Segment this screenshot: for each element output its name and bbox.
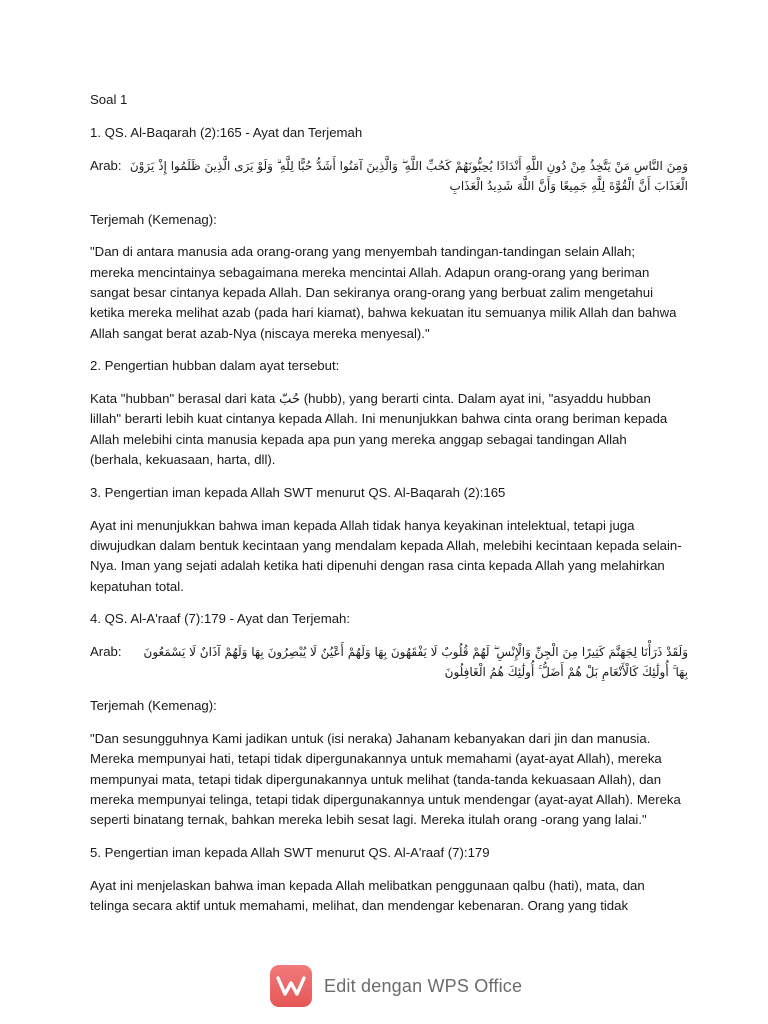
heading-5: 5. Pengertian iman kepada Allah SWT menurut QS. Al-A'raaf (7):179 [90,844,490,860]
arab-block-1 [90,156,688,196]
terjemah-label-2: Terjemah (Kemenag): [90,698,217,714]
translation-2: "Dan sesungguhnya Kami jadikan untuk (isi neraka) Jahanam kebanyakan dari jin dan manusia. Mereka mempunyai hati, tetapi tidak dipergunakannya untuk memahami (ayat-ayat Allah), mereka mempunyai mata, tetapi tidak dipergunakannya untuk melihat (tanda-tanda kekuasaan Allah), dan mereka mempunyai telinga, tetapi tidak dipergunakannya untuk mendengar (ayat-ayat Allah). Mereka seperti binatang ternak, bahkan mereka lebih sesat lagi. Mereka itulah orang -orang yang lalai." [90,730,681,828]
paragraph-2: Kata "hubban" berasal dari kata حُبّ (hubb), yang berarti cinta. Dalam ayat ini, "asyaddu hubban lillah" berarti lebih kuat cintanya kepada Allah. Ini menunjukkan bahwa cinta orang beriman kepada Allah melebihi cinta manusia kepada apa pun yang mereka anggap sebagai tandingan Allah (berhala, kekuasaan, harta, dll). [90,391,668,468]
paragraph-3: Ayat ini menunjukkan bahwa iman kepada Allah tidak hanya keyakinan intelektual, tetapi juga diwujudkan dalam bentuk kecintaan yang mendalam kepada Allah, melebihi kecintaan kepada selain-Nya. Iman yang sejati adalah ketika hati dipenuhi dengan rasa cinta kepada Allah yang melahirkan kepatuhan total. [90,517,682,594]
heading-1: 1. QS. Al-Baqarah (2):165 - Ayat dan Terjemah [90,124,363,140]
arab-label: Arab: [90,644,122,660]
terjemah-label-1: Terjemah (Kemenag): [90,211,217,227]
arab-label: Arab: [90,157,122,173]
paragraph-5: Ayat ini menjelaskan bahwa iman kepada Allah melibatkan penggunaan qalbu (hati), mata, dan telinga secara aktif untuk memahami, melihat, dan mendengar kebenaran. Orang yang tidak [90,877,645,914]
arabic-verse-1: وَمِنَ النَّاسِ مَنْ يَتَّخِذُ مِنْ دُونِ اللَّهِ أَنْدَادًا يُحِبُّونَهُمْ كَحُبِّ اللَّهِ ۖ وَالَّذِينَ آمَنُوا أَشَدُّ حُبًّا لِلَّهِ ۗ وَلَوْ يَرَى الَّذِينَ ظَلَمُوا إِذْ يَرَوْنَ الْعَذَابَ أَنَّ الْقُوَّةَ لِلَّهِ جَمِيعًا وَأَنَّ اللَّهَ شَدِيدُ الْعَذَابِ [129,158,688,193]
doc-title: Soal 1 [90,92,128,107]
arabic-verse-2: وَلَقَدْ ذَرَأْنَا لِجَهَنَّمَ كَثِيرًا مِنَ الْجِنِّ وَالْإِنْسِ ۖ لَهُمْ قُلُوبٌ لَا يَفْقَهُونَ بِهَا وَلَهُمْ أَعْيُنٌ لَا يُبْصِرُونَ بِهَا وَلَهُمْ آذَانٌ لَا يَسْمَعُونَ بِهَا ۚ أُولَٰئِكَ كَالْأَنْعَامِ بَلْ هُمْ أَضَلُّ ۚ أُولَٰئِكَ هُمُ الْغَافِلُونَ [143,645,688,680]
heading-3: 3. Pengertian iman kepada Allah SWT menurut QS. Al-Baqarah (2):165 [90,484,506,500]
arab-block-2 [90,642,688,682]
wps-office-logo-icon [270,965,312,1007]
heading-2: 2. Pengertian hubban dalam ayat tersebut: [90,358,340,374]
heading-4: 4. QS. Al-A'raaf (7):179 - Ayat dan Terjemah: [90,611,351,627]
translation-1: "Dan di antara manusia ada orang-orang yang menyembah tandingan-tandingan selain Allah; mereka mencintainya sebagaimana mereka mencintai Allah. Adapun orang-orang yang beriman sangat besar cintanya kepada Allah. Dan sekiranya orang-orang yang berbuat zalim mengetahui ketika mereka melihat azab (pada hari kiamat), bahwa kekuatan itu semuanya milik Allah dan bahwa Allah sangat berat azab-Nya (niscaya mereka menyesal)." [90,244,677,341]
document-page [90,90,688,929]
wps-edit-label[interactable]: Edit dengan WPS Office [324,975,523,996]
wps-edit-button[interactable] [270,963,522,1009]
w-glyph-icon [276,975,306,997]
